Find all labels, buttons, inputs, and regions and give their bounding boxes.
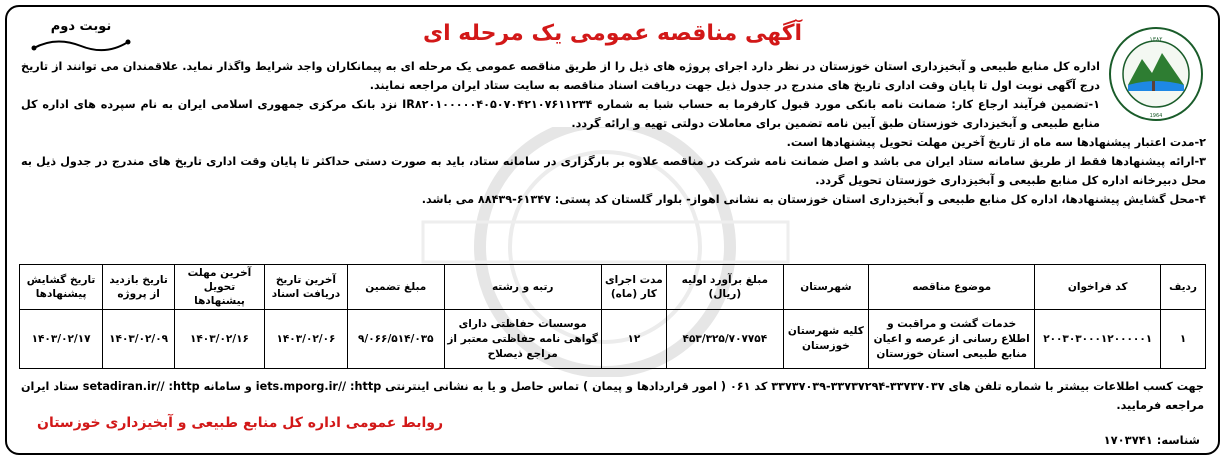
cell-grade: موسسات حفاظتی دارای گواهی نامه حفاظتی معتبر از مراجع ذیصلاح	[444, 310, 601, 369]
cell-call-code: ۲۰۰۳۰۳۰۰۰۱۲۰۰۰۰۰۱	[1035, 310, 1161, 369]
header-doc-deadline: آخرین تاریخ دریافت اسناد	[264, 265, 347, 310]
header-visit-date: تاریخ بازدید از پروژه	[103, 265, 175, 310]
cell-county: کلیه شهرستان خوزستان	[783, 310, 868, 369]
clause-2: ۲-مدت اعتبار پیشنهادها سه ماه از تاریخ آخرین مهلت تحویل پیشنهادها است.	[786, 136, 1206, 149]
header-bid-deadline: آخرین مهلت تحویل پیشنهادها	[175, 265, 265, 310]
cell-subject: خدمات گشت و مراقبت و اطلاع رسانی از عرصه و اعیان منابع طبیعی استان خوزستان	[869, 310, 1035, 369]
cell-guarantee: ۹/۰۶۶/۵۱۴/۰۳۵	[348, 310, 445, 369]
notice-id-value: ۱۷۰۳۷۴۱	[1103, 433, 1153, 447]
cell-bid-deadline: ۱۴۰۳/۰۲/۱۶	[175, 310, 265, 369]
header-county: شهرستان	[783, 265, 868, 310]
header-duration: مدت اجرای کار (ماه)	[601, 265, 666, 310]
cell-doc-deadline: ۱۴۰۳/۰۲/۰۶	[264, 310, 347, 369]
table-row	[20, 310, 1206, 369]
table-header-row	[20, 265, 1206, 310]
tender-table	[19, 264, 1206, 369]
cell-estimate: ۴۵۳/۳۲۵/۷۰۷۷۵۴	[666, 310, 783, 369]
logo-year-bottom: 1964	[1149, 113, 1163, 119]
notice-id-label: شناسه:	[1156, 433, 1200, 447]
cell-duration: ۱۲	[601, 310, 666, 369]
public-relations-signature: روابط عمومی اداره کل منابع طبیعی و آبخیزداری خوزستان	[37, 415, 444, 431]
header-guarantee: مبلغ تضمین	[348, 265, 445, 310]
clause-3: ۳-ارائه پیشنهادها فقط از طریق سامانه ستاد ایران می باشد و اصل ضمانت نامه شرکت در مناقصه علاوه بر بارگزاری در سامانه ستاد، باید به صورت دستی حداکثر تا پایان وقت اداری تاریخ های مندرج در جدول ذیل به محل دبیرخانه اداره کل منابع طبیعی و آبخیزداری خوزستان تحویل گردد.	[21, 155, 1206, 187]
header-subject: موضوع مناقصه	[869, 265, 1035, 310]
header-estimate: مبلغ برآورد اولیه (ریال)	[666, 265, 783, 310]
cell-visit-date: ۱۴۰۳/۰۲/۰۹	[103, 310, 175, 369]
clause-1: ۱-تضمین فرآیند ارجاع کار: ضمانت نامه بانکی مورد قبول کارفرما به حساب شبا به شماره IR۸۲۰۱۰۰۰۰۰۴۰۵۰۷۰۴۲۱۰۷۶۱۱۲۳۴ نزد بانک مرکزی جمهوری اسلامی ایران به نام سپرده های اداره کل منابع طبیعی و آبخیزداری خوزستان طبق آیین نامه تضمین برای معاملات دولتی تهیه و ارائه گردد.	[21, 98, 1100, 130]
contact-info: جهت کسب اطلاعات بیشتر با شماره تلفن های ۳۳۷۳۷۰۳۷-۳۳۷۳۷۲۹۴-۳۳۷۳۷۰۳۹ کد ۰۶۱ ( امور قراردادها و پیمان ) تماس حاصل و یا به نشانی اینترنتی iets.mporg.ir// :http و سامانه setadiran.ir// :http ستاد ایران مراجعه فرمایید.	[21, 380, 1204, 412]
tender-notice	[5, 5, 1220, 455]
cell-opening-date: ۱۴۰۳/۰۲/۱۷	[20, 310, 103, 369]
tender-table-wrapper	[19, 264, 1206, 369]
intro-paragraph: اداره کل منابع طبیعی و آبخیزداری استان خوزستان در نظر دارد اجرای پروژه های ذیل را از طریق مناقصه عمومی یک مرحله ای به پیمانکاران واجد شرایط واگذار نماید. علاقمندان می توانند از تاریخ درج آگهی نوبت اول تا پایان وقت اداری تاریخ های مندرج در جدول ذیل جهت دریافت اسناد مناقصه به سایت ستاد ایران مراجعه نمایند.	[21, 60, 1100, 92]
logo-year: ۱۳۸۲	[1149, 36, 1163, 43]
header-row-number: ردیف	[1161, 265, 1206, 310]
cell-row-number: ۱	[1161, 310, 1206, 369]
header-call-code: کد فراخوان	[1035, 265, 1161, 310]
header-grade: رتبه و رشته	[444, 265, 601, 310]
turn-label: نوبت دوم	[50, 19, 112, 34]
header-opening-date: تاریخ گشایش پیشنهادها	[20, 265, 103, 310]
notice-title: آگهی مناقصه عمومی یک مرحله ای	[422, 21, 803, 46]
notice-id	[1104, 433, 1200, 447]
clause-4: ۴-محل گشایش پیشنهادها، اداره کل منابع طبیعی و آبخیزداری استان خوزستان به نشانی اهواز- بلوار گلستان کد پستی: ۶۱۳۴۷-۸۸۴۳۹ می باشد.	[421, 193, 1206, 206]
